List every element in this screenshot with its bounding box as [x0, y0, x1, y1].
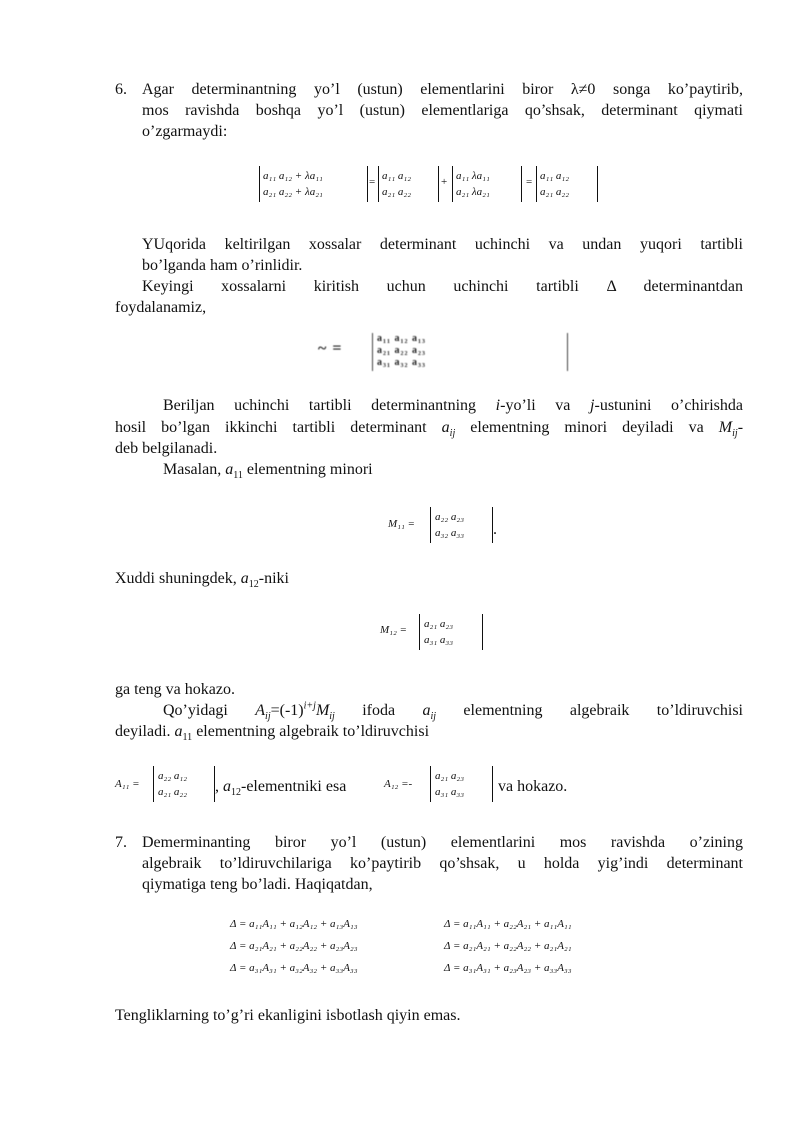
delta-row2: a₂₁ a₂₂ a₂₃ — [377, 345, 426, 356]
det-matrix-2 — [378, 166, 439, 202]
delta-symbol: ~ = — [318, 340, 343, 357]
a12-tail: va hokazo. — [498, 778, 568, 795]
a11-row1: a₂₂ a₁₂ — [158, 770, 188, 782]
det3-row1: a₁₁ λa₁₁ — [456, 170, 490, 182]
det2-row2: a₂₁ a₂₂ — [382, 186, 412, 198]
item7-line1: Demerminanting biror yo’l (ustun) elementlarini mos ravishda o’zining — [142, 834, 743, 851]
m12-lhs: M₁₂ = — [380, 624, 407, 636]
a11-matrix — [153, 766, 215, 802]
det1-row1: a₁₁ a₁₂ + λa₁₁ — [263, 170, 323, 182]
equals-sign: = — [369, 176, 376, 188]
item6-line2: mos ravishda boshqa yo’l (ustun) elementlariga qo’shsak, determinant qiymati — [142, 102, 743, 119]
equals-sign: = — [526, 176, 533, 188]
delta-row1: a₁₁ a₁₂ a₁₃ — [377, 333, 426, 344]
a12-matrix — [430, 766, 493, 802]
det-matrix-1 — [259, 166, 368, 202]
a11-row2: a₂₁ a₂₂ — [158, 786, 188, 798]
para3-line1: Beriljan uchinchi tartibli determinantning i-yo’li va j-ustunini o’chirishda — [163, 397, 743, 414]
para1-line2: bo’lganda ham o’rinlidir. — [142, 257, 303, 274]
det4-row1: a₁₁ a₁₂ — [540, 170, 570, 182]
det-matrix-3 — [452, 166, 522, 202]
m11-row2: a₃₂ a₃₃ — [435, 527, 465, 539]
det1-row2: a₂₁ a₂₂ + λa₂₁ — [263, 186, 323, 198]
item6-line3: o’zgarmaydi: — [142, 123, 228, 140]
plus-sign: + — [441, 176, 448, 188]
para3-line2: hosil bo’lgan ikkinchi tartibli determinant $a_{ij}$ elementning minori deyiladi va $M_{ij}-$ — [115, 419, 744, 440]
expansion-left-2: Δ = a₂₁A₂₁ + a₂₂A₂₂ + a₂₃A₂₃ — [230, 940, 358, 952]
m12-row2: a₃₁ a₃₃ — [424, 634, 454, 646]
a12-lhs: A₁₂ =- — [384, 778, 413, 790]
para1-line1: YUqorida keltirilgan xossalar determinant uchinchi va undan yuqori tartibli — [142, 236, 743, 253]
a11-lhs: A₁₁ = — [115, 778, 140, 790]
a12-row1: a₂₁ a₂₃ — [435, 770, 465, 782]
det2-row1: a₁₁ a₁₂ — [382, 170, 412, 182]
para6: ga teng va hokazo. — [115, 681, 235, 698]
m11-row1: a₂₂ a₂₃ — [435, 511, 465, 523]
a12-text: , $a_{12}$-elementniki esa — [215, 778, 347, 799]
item7-number: 7. — [115, 834, 127, 851]
m11-matrix — [430, 507, 493, 543]
item7-line3: qiymatiga teng bo’ladi. Haqiqatdan, — [142, 876, 373, 893]
m12-matrix — [419, 614, 483, 650]
det3-row2: a₂₁ λa₂₁ — [456, 186, 490, 198]
expansion-right-3: Δ = a₃₁A₃₁ + a₂₃A₂₃ + a₃₃A₃₃ — [444, 962, 572, 974]
a12-row2: a₃₁ a₃₃ — [435, 786, 465, 798]
item7-line2: algebraik to’ldiruvchilariga ko’paytirib qo’shsak, u holda yig’indi determinant — [142, 855, 743, 872]
para5: Xuddi shuningdek, $a_{12}$-niki — [115, 570, 289, 591]
det4-row2: a₂₁ a₂₂ — [540, 186, 570, 198]
det-matrix-4 — [536, 166, 598, 202]
m12-row1: a₂₁ a₂₃ — [424, 618, 454, 630]
para3-line3: deb belgilanadi. — [115, 440, 218, 457]
expansion-left-3: Δ = a₃₁A₃₁ + a₃₂A₃₂ + a₃₃A₃₃ — [230, 962, 358, 974]
closing-sentence: Tengliklarning to’g’ri ekanligini isbotlash qiyin emas. — [115, 1007, 461, 1024]
expansion-right-2: Δ = a₂₁A₂₁ + a₂₂A₂₂ + a₂₁A₂₁ — [444, 940, 572, 952]
delta-row3: a₃₁ a₃₂ a₃₃ — [377, 357, 426, 368]
expansion-right-1: Δ = a₁₁A₁₁ + a₂₂A₂₁ + a₁₁A₁₁ — [444, 918, 572, 930]
para7: Qo’yidagi $A_{ij}=(-1)^{i+j}M_{ij}$ ifoda $a_{ij}$ elementning algebraik to’ldiruvchisi — [163, 700, 743, 723]
expansion-left-1: Δ = a₁₁A₁₁ + a₁₂A₁₂ + a₁₃A₁₃ — [230, 918, 358, 930]
m11-dot: . — [493, 521, 497, 538]
delta-matrix — [372, 333, 568, 371]
para2-line1: Keyingi xossalarni kiritish uchun uchinchi tartibli Δ determinantdan — [142, 278, 743, 295]
para8: deyiladi. $a_{11}$ elementning algebraik to’ldiruvchisi — [115, 723, 430, 744]
para4: Masalan, $a_{11}$ elementning minori — [163, 461, 373, 482]
item6-number: 6. — [115, 81, 127, 98]
m11-lhs: M₁₁ = — [388, 518, 415, 530]
para2-line2: foydalanamiz, — [115, 299, 207, 316]
item6-line1: Agar determinantning yo’l (ustun) elementlarini biror λ≠0 songa ko’paytirib, — [142, 81, 743, 98]
